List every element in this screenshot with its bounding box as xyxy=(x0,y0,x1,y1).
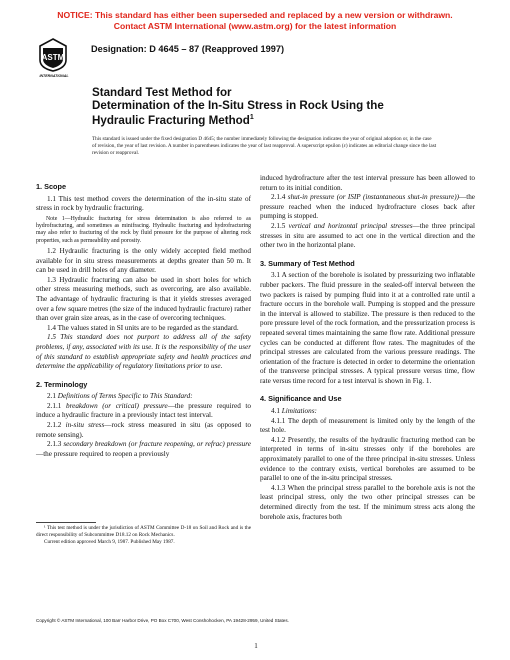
footnote-divider xyxy=(36,522,96,523)
astm-logo-icon xyxy=(38,38,68,72)
paragraph-1-1: 1.1 This test method covers the determination of the in-situ state of stress in rock by hydraulic fracturing. xyxy=(36,194,251,213)
paragraph-2-1: 2.1 Definitions of Terms Specific to This Standard: xyxy=(47,392,193,401)
paragraph-4-1-1: 4.1.1 The depth of measurement is limited only by the length of the test hole. xyxy=(260,416,475,435)
paragraph-1-4: 1.4 The values stated in SI units are to be regarded as the standard. xyxy=(47,323,239,332)
paragraph-2-1-3-cont: induced hydrofracture after the test interval pressure has been allowed to return to its initial condition. xyxy=(260,174,475,192)
notice-line-2: Contact ASTM International (www.astm.org) for the latest information xyxy=(113,21,397,31)
paragraph-4-1-2: 4.1.2 Presently, the results of the hydraulic fracturing method can be interpreted in terms of in-situ stresses only if the boreholes are approximately parallel to one of the three principal in-situ stresses. Unless evidence to the contrary exists, vertical boreholes are assumed to be parallel to one of the in-situ principal stresses. xyxy=(260,435,475,483)
copyright-line: Copyright © ASTM International, 100 Barr Harbor Drive, PO Box C700, West Conshohocken, PA 19428-2959, United States. xyxy=(36,618,289,623)
svg-text:ASTM: ASTM xyxy=(41,53,65,62)
note-1: Note 1—Hydraulic fracturing for stress determination is also referred to as hydrofracturing, and sometimes as minifracing. Hydraulic fracturing and hydrofracturing may also refer to fracturing of the rock by fluid pressure for the purpose of altering rock properties, such as permeability and porosity. xyxy=(36,215,251,244)
page-number: 1 xyxy=(254,642,258,650)
paragraph-1-3: 1.3 Hydraulic fracturing can also be used in short holes for which other stress measuring methods, such as overcoring, are also available. The advantage of hydraulic fracturing is that it yields stresses averaged over a few square metres (the size of the induced hydraulic fracture) rather than over grain size areas, as in the case of overcoring techniques. xyxy=(36,275,251,323)
paragraph-2-1-4: 2.1.4 shut-in pressure (or ISIP (instantaneous shut-in pressure))—the pressure reached when the induced hydrofracture closes back after pumping is stopped. xyxy=(260,193,475,221)
notice-banner xyxy=(0,10,510,32)
paragraph-2-1-5: 2.1.5 vertical and horizontal principal stresses—the three principal stresses in situ are assumed to act one in the vertical direction and the other two in the horizontal plane. xyxy=(260,221,475,250)
title-line-1: Standard Test Method for xyxy=(92,86,232,99)
footnote-ref: 1 xyxy=(249,114,254,121)
issuance-note: This standard is issued under the fixed designation D 4645; the number immediately following the designation indicates the year of original adoption or, in the case of revision, the year of last revision. A number in parentheses indicates the year of last reapproval. A superscript epsilon (ε) indicates an editorial change since the last revision or reapproval. xyxy=(92,136,437,157)
paragraph-4-1: 4.1 Limitations: xyxy=(271,407,317,416)
paragraph-2-1-1: 2.1.1 breakdown (or critical) pressure—the pressure required to induce a hydraulic fracture in a previously intact test interval. xyxy=(36,401,251,420)
paragraph-4-1-3: 4.1.3 When the principal stress parallel to the borehole axis is not the least principal stress, only the two other principal stresses can be determined directly from the test. If the minimum stress acts along the borehole axis, fractures both xyxy=(260,483,475,521)
logo-subtext: INTERNATIONAL xyxy=(39,74,69,78)
footnote-2: Current edition approved March 9, 1987. Published May 1987. xyxy=(44,539,175,546)
section-heading-scope: 1. Scope xyxy=(36,182,67,191)
footnote-1: ¹ This test method is under the jurisdiction of ASTM Committee D-18 on Soil and Rock and is the direct responsibility of Subcommittee D18.12 on Rock Mechanics. xyxy=(36,525,251,539)
section-heading-significance: 4. Significance and Use xyxy=(260,394,342,404)
paragraph-2-1-3: 2.1.3 secondary breakdown (or fracture reopening, or refrac) pressure—the pressure required to reopen a previously xyxy=(36,440,251,458)
section-heading-summary: 3. Summary of Test Method xyxy=(260,258,355,268)
notice-line-1: NOTICE: This standard has either been superseded and replaced by a new version or withdrawn. xyxy=(57,10,453,20)
paragraph-1-5: 1.5 This standard does not purport to address all of the safety problems, if any, associated with its use. It is the responsibility of the user of this standard to establish appropriate safety and health practices and determine the applicability of regulatory limitations prior to use. xyxy=(36,333,251,371)
designation: Designation: D 4645 – 87 (Reapproved 1997) xyxy=(91,44,285,54)
paragraph-1-2: 1.2 Hydraulic fracturing is the only widely accepted field method available for in situ stress measurements at depths greater than 50 m. It can be used in drill holes of any diameter. xyxy=(36,246,251,275)
paragraph-3-1: 3.1 A section of the borehole is isolated by pressurizing two inflatable rubber packers. The fluid pressure in the sealed-off interval between the two packers is raised by pumping fluid into it at a controlled rate until a fracture occurs in the borehole wall. Pumping is stopped and the pressure in the interval is allowed to stabilize. The pressure is then reduced to the pore pressure level of the rock formation, and the pressurization process is repeated several times maintaining the same flow rate. Additional pressure cycles can be conducted at different flow rates. The magnitudes of the principal stresses are calculated from the various pressure readings. The orientation of the fracture is detected in order to determine the orientation of the transverse principal stresses. A typical pressure versus time, flow rate versus time record for a test interval is shown in Fig. 1. xyxy=(260,271,475,385)
title-line-3: Hydraulic Fracturing Method$^1$ xyxy=(92,113,254,127)
title-line-2: Determination of the In-Situ Stress in Rock Using the xyxy=(92,98,384,112)
right-column xyxy=(260,174,475,522)
left-column xyxy=(36,174,251,459)
paragraph-2-1-2: 2.1.2 in-situ stress—rock stress measured in situ (as opposed to remote sensing). xyxy=(36,421,252,439)
section-heading-terminology: 2. Terminology xyxy=(36,379,88,389)
footnote xyxy=(36,525,251,546)
document-title xyxy=(92,87,422,127)
